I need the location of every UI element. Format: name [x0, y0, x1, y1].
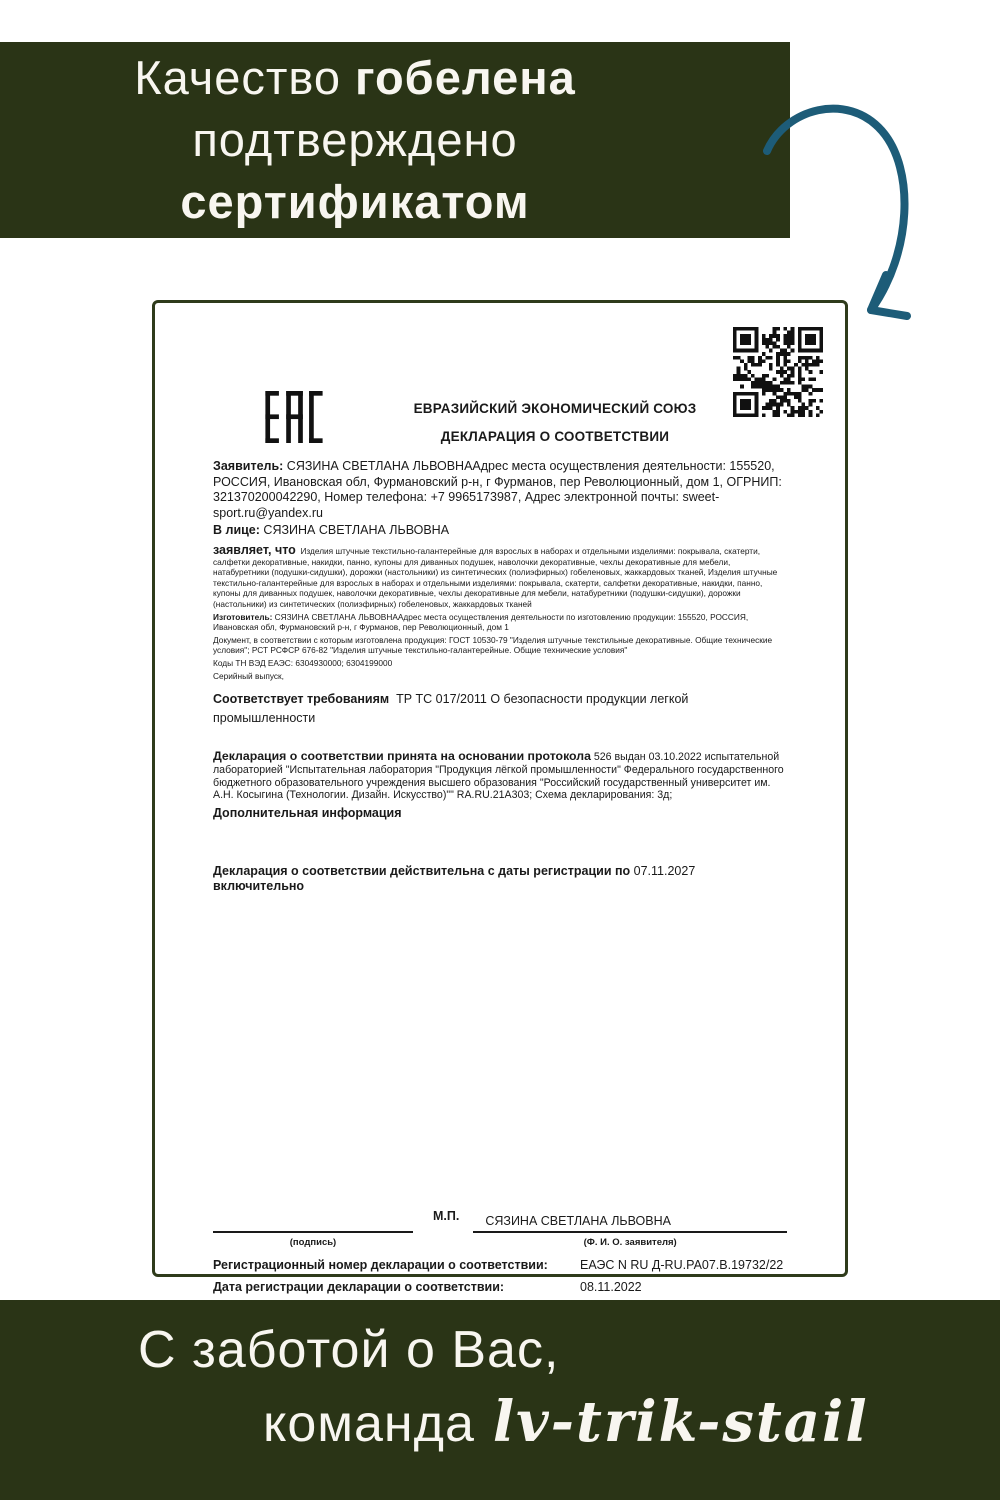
- brand-signature: lv-trik-stail: [492, 1389, 869, 1455]
- header-banner: [0, 42, 790, 238]
- in-person-label: В лице:: [213, 523, 260, 538]
- in-person-paragraph: [213, 523, 787, 539]
- fio-caption: (Ф. И. О. заявителя): [583, 1237, 677, 1249]
- registration-number-label: Регистрационный номер декларации о соответствии:: [213, 1257, 548, 1272]
- declares-text: Изделия штучные текстильно-галантерейные для взрослых в наборах и отдельными изделиями: покрывала, скатерти, салфетки декоративные, накидки, панно, купоны для диванных подушек, наволочки декоративные, чехлы декоративные для мебели, натабуретники (подушки-сидушки), дорожки (настольники) из синтетических (полиэфирных) гобеленовых, жаккардовых тканей, Изделия штучные текстильно-галантерейные для взрослых в наборах и отдельными изделиями: покрывала, скатерти, салфетки декоративные, накидки, панно, купоны для диванных подушек, наволочки декоративные, чехлы декоративные для мебели, натабуретники (подушки-сидушки), дорожки (настольники) из синтетических (полиэфирных) гобеленовых, жаккардовых тканей: [213, 545, 778, 609]
- footer-team-text: команда: [263, 1395, 475, 1453]
- stamp-place-label: М.П.: [433, 1209, 460, 1224]
- header-line-2: подтверждено: [192, 113, 518, 166]
- manufacturer-paragraph: [213, 612, 787, 633]
- curved-arrow-icon: [755, 103, 930, 333]
- blank-space: [213, 897, 787, 1209]
- additional-info-label: Дополнительная информация: [213, 806, 402, 821]
- registration-date-value: 08.11.2022: [580, 1280, 642, 1295]
- applicant-label: Заявитель:: [213, 459, 284, 473]
- basis-text: 526 выдан 03.10.2022 испытательной лабораторией "Испытательная лаборатория "Продукция лёгкой промышленности" Федерального государственного бюджетного образовательного учреждения высшего образования "Российский государственный университет им. А.Н. Косыгина (Технологии. Дизайн. Искусство)"" RA.RU.21А303; Схема декларирования: 3д;: [213, 751, 784, 802]
- certificate-title-union: ЕВРАЗИЙСКИЙ ЭКОНОМИЧЕСКИЙ СОЮЗ: [413, 401, 697, 416]
- registration-number-row: [213, 1258, 787, 1274]
- validity-date: 07.11.2027: [633, 863, 696, 878]
- footer-line-2: [0, 1386, 1000, 1460]
- signature-row: [213, 1209, 787, 1251]
- signature-right: [473, 1214, 787, 1250]
- codes-paragraph: Коды ТН ВЭД ЕАЭС: 6304930000; 6304199000: [213, 657, 393, 668]
- certificate-body: [213, 459, 787, 1295]
- manufacturer-label: Изготовитель:: [213, 611, 273, 622]
- registration-date-row: [213, 1280, 787, 1296]
- validity-label: Декларация о соответствии действительна с даты регистрации по: [213, 863, 631, 878]
- basis-label: Декларация о соответствии принята на основании протокола: [213, 749, 591, 764]
- applicant-paragraph: [213, 459, 787, 521]
- validity-suffix: включительно: [213, 879, 305, 894]
- declares-paragraph: [213, 542, 787, 610]
- certificate-card: [152, 300, 848, 1295]
- complies-text: ТР ТС 017/2011 О безопасности продукции легкой промышленности: [213, 692, 689, 726]
- applicant-text: СЯЗИНА СВЕТЛАНА ЛЬВОВНААдрес места осуществления деятельности: 155520, РОССИЯ, Ивановская обл, Фурмановский р-н, г Фурманов, пер Революционный, дом 1, ОГРНИП: 321370200042290, Номер телефона: +7 9965173987, Адрес электронной почты: sweet-sport.ru@yandex.ru: [213, 459, 782, 520]
- signature-left: [213, 1217, 413, 1251]
- footer-banner: [0, 1300, 1000, 1500]
- footer-line-1: С заботой о Вас,: [138, 1321, 560, 1379]
- registration-number-value: ЕАЭС N RU Д-RU.РА07.В.19732/22: [580, 1257, 784, 1272]
- header-line1-bold: гобелена: [355, 51, 576, 104]
- signature-caption: (подпись): [289, 1237, 337, 1249]
- complies-paragraph: [213, 690, 787, 728]
- header-line-3: сертификатом: [180, 175, 530, 228]
- manufacturer-text: СЯЗИНА СВЕТЛАНА ЛЬВОВНААдрес места осуществления деятельности по изготовлению продукции: 155520, РОССИЯ, Ивановская обл, Фурмановский р-н, г Фурманов, пер Революционный, дом 1: [213, 611, 749, 633]
- signature-line: [213, 1217, 413, 1233]
- complies-label: Соответствует требованиям: [213, 692, 390, 707]
- in-person-text: СЯЗИНА СВЕТЛАНА ЛЬВОВНА: [263, 523, 450, 538]
- header-line1-regular: Качество: [134, 51, 356, 104]
- validity-paragraph: [213, 864, 787, 895]
- document-paragraph: Документ, в соответствии с которым изготовлена продукция: ГОСТ 10530-79 "Изделия штучные текстильные декоративные. Общие технические условия"; РСТ РСФСР 676-82 "Изделия штучные текстильно-галантерейные. Общие технические условия": [213, 634, 773, 656]
- declares-label: заявляет, что: [213, 542, 296, 557]
- basis-paragraph: [213, 750, 787, 802]
- certificate-titles: [305, 401, 805, 457]
- registration-date-label: Дата регистрации декларации о соответствии:: [213, 1280, 505, 1295]
- header-line-1: [0, 47, 710, 109]
- certificate-title-declaration: ДЕКЛАРАЦИЯ О СООТВЕТСТВИИ: [440, 429, 670, 444]
- serial-paragraph: Серийный выпуск,: [213, 670, 284, 681]
- signatory-name: СЯЗИНА СВЕТЛАНА ЛЬВОВНА: [485, 1214, 671, 1229]
